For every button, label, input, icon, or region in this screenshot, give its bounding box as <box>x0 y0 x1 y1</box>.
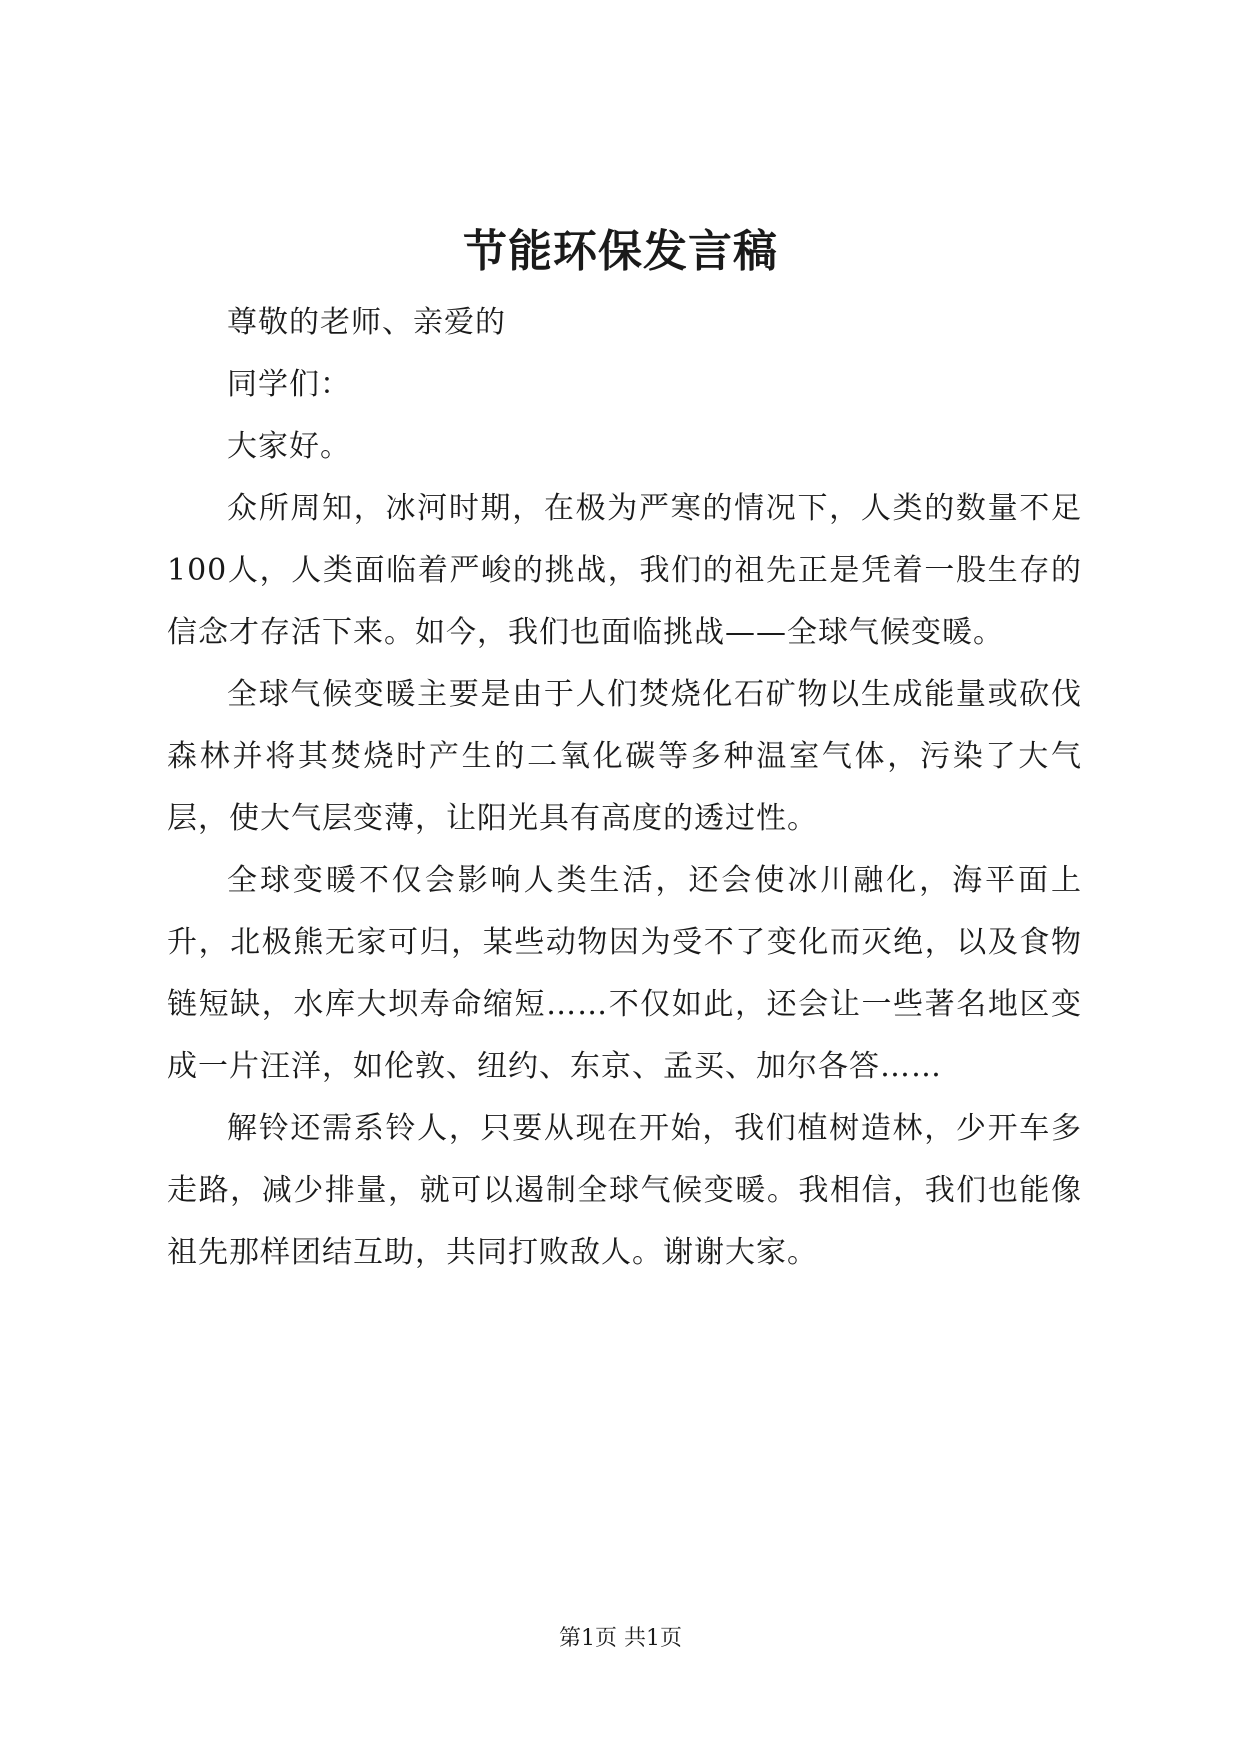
paragraph-salutation-1: 尊敬的老师、亲爱的 <box>227 305 506 340</box>
document-body <box>167 292 1082 1284</box>
paragraph-salutation-2: 同学们： <box>227 367 351 402</box>
paragraph-conclusion: 解铃还需系铃人，只要从现在开始，我们植树造林，少开车多走路，减少排量，就可以遏制全球气候变暖。我相信，我们也能像祖先那样团结互助，共同打败敌人。谢谢大家。 <box>167 1111 1082 1270</box>
paragraph-effects: 全球变暖不仅会影响人类生活，还会使冰川融化，海平面上升，北极熊无家可归，某些动物因为受不了变化而灭绝，以及食物链短缺，水库大坝寿命缩短……不仅如此，还会让一些著名地区变成一片汪洋，如伦敦、纽约、东京、孟买、加尔各答…… <box>167 863 1082 1084</box>
paragraph-greeting: 大家好。 <box>227 429 351 464</box>
paragraph-intro: 众所周知，冰河时期，在极为严寒的情况下，人类的数量不足100人，人类面临着严峻的挑战，我们的祖先正是凭着一股生存的信念才存活下来。如今，我们也面临挑战——全球气候变暖。 <box>167 491 1082 650</box>
paragraph-cause: 全球气候变暖主要是由于人们焚烧化石矿物以生成能量或砍伐森林并将其焚烧时产生的二氧化碳等多种温室气体，污染了大气层，使大气层变薄，让阳光具有高度的透过性。 <box>167 677 1082 836</box>
page-number-footer: 第1页 共1页 <box>559 1626 682 1651</box>
document-title: 节能环保发言稿 <box>463 226 778 277</box>
